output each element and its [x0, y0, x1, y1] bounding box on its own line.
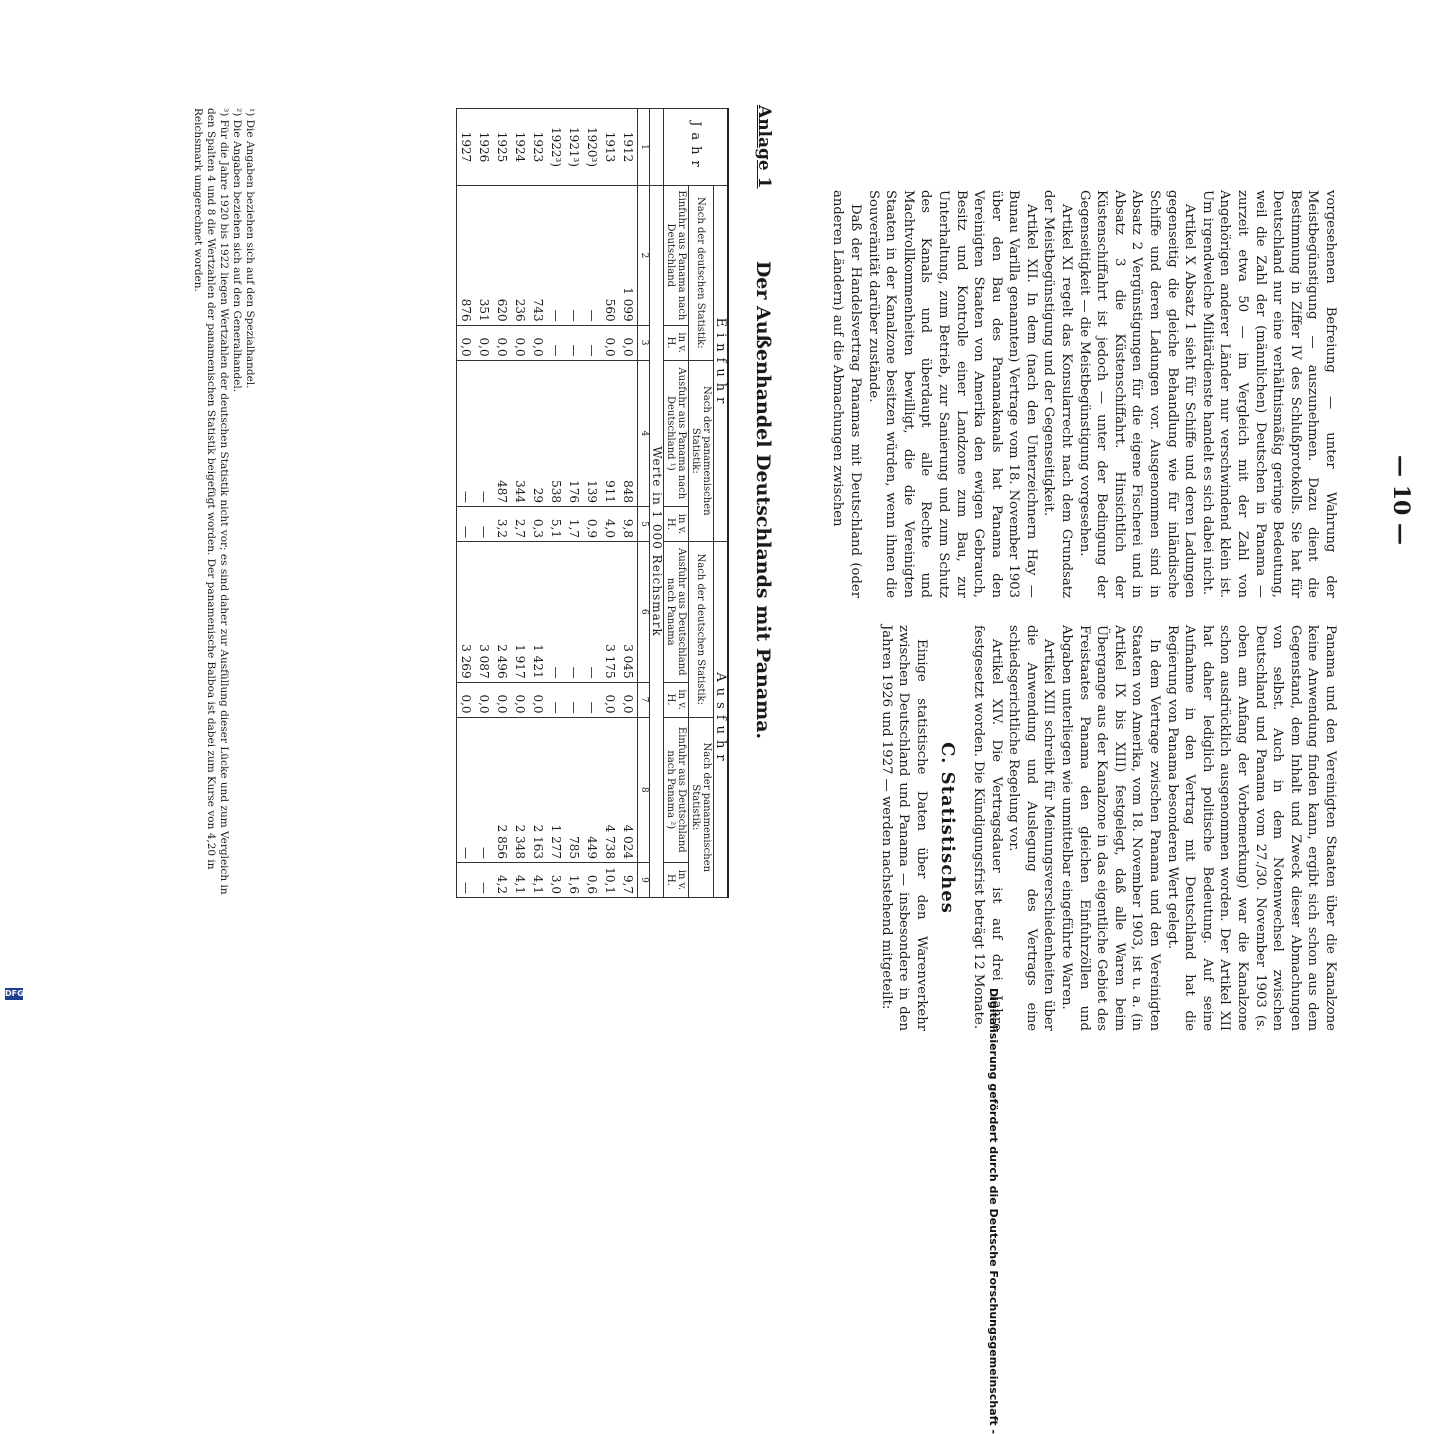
einfuhr-header: Einfuhr — [714, 186, 729, 542]
value-cell: — — [475, 863, 493, 898]
value-cell: 0,0 — [475, 682, 493, 717]
value-cell: — — [475, 506, 493, 541]
value-cell: 1 917 — [511, 541, 529, 682]
value-cell: 560 — [601, 186, 619, 326]
sub-header: Nach der panamenischen Statistik: — [689, 717, 714, 897]
value-cell: 487 — [493, 360, 511, 506]
footnote: ²) Die Angaben beziehen sich auf den Generalhandel. — [231, 108, 243, 393]
value-cell: — — [547, 682, 565, 717]
paragraph: Einige statistische Daten über den Warenverkehr zwischen Deutschland und Panama — insbesondere in den Jahren 1926 und 1927 — werden nachstehend mitgeteilt: — [878, 625, 929, 1031]
table-row — [619, 109, 638, 898]
sub-header: Nach der panamenischen Statistik: — [689, 360, 714, 541]
value-cell: 2 348 — [511, 717, 529, 862]
left-text-column — [829, 190, 1339, 598]
table-row — [493, 109, 511, 898]
value-cell: — — [547, 541, 565, 682]
value-cell: 785 — [565, 717, 583, 862]
table-row — [601, 109, 619, 898]
value-cell: 3 175 — [601, 541, 619, 682]
value-cell: 9,7 — [619, 863, 638, 898]
value-cell: 876 — [457, 186, 476, 326]
value-cell: 4 024 — [619, 717, 638, 862]
value-cell: 0,0 — [457, 325, 476, 360]
column-header: in v. H. — [664, 325, 689, 360]
value-cell: 139 — [583, 360, 601, 506]
year-cell: 1921³) — [565, 109, 583, 186]
right-text-column — [877, 625, 1339, 1031]
column-number: 1 — [638, 109, 650, 186]
value-cell: 2 856 — [493, 717, 511, 862]
table-row — [511, 109, 529, 898]
sub-header: Nach der deutschen Statistik: — [689, 541, 714, 717]
column-header: in v. H. — [664, 506, 689, 541]
column-number-row — [638, 109, 650, 898]
value-cell: 743 — [529, 186, 547, 326]
dfg-funding-note: Digitalisierung gefördert durch die Deutsche Forschungsgemeinschaft - — [987, 988, 1000, 1434]
value-cell: 3,2 — [493, 506, 511, 541]
value-cell: 4,0 — [601, 506, 619, 541]
column-header: in v. H. — [664, 863, 689, 898]
value-cell: 0,0 — [601, 682, 619, 717]
column-header: in v. H. — [664, 682, 689, 717]
value-cell: 1 099 — [619, 186, 638, 326]
value-cell: 9,8 — [619, 506, 638, 541]
column-header: Ausfuhr aus Panama nach Deutschland ¹) — [664, 360, 689, 506]
value-cell: 29 — [529, 360, 547, 506]
value-cell: 0,0 — [493, 325, 511, 360]
value-cell: 538 — [547, 360, 565, 506]
footnote: ¹) Die Angaben beziehen sich auf den Spezialhandel. — [244, 108, 256, 389]
value-cell: — — [565, 186, 583, 326]
value-cell: 236 — [511, 186, 529, 326]
year-cell: 1927 — [457, 109, 476, 186]
value-cell: 0,3 — [529, 506, 547, 541]
value-cell: 3 087 — [475, 541, 493, 682]
table-row — [547, 109, 565, 898]
value-cell: 848 — [619, 360, 638, 506]
units-spacer — [650, 109, 664, 186]
value-cell: 1 277 — [547, 717, 565, 862]
value-cell: 620 — [493, 186, 511, 326]
units-label: Werte in 1 000 Reichsmark — [650, 186, 664, 898]
column-number: 6 — [638, 541, 650, 682]
table-row — [583, 109, 601, 898]
value-cell: 0,0 — [475, 325, 493, 360]
year-cell: 1923 — [529, 109, 547, 186]
annex-label: Anlage 1 — [754, 105, 774, 189]
value-cell: — — [583, 541, 601, 682]
value-cell: 2,7 — [511, 506, 529, 541]
footnotes — [191, 108, 256, 898]
column-number: 2 — [638, 186, 650, 326]
value-cell: 0,0 — [511, 682, 529, 717]
table-title: Der Außenhandel Deutschlands mit Panama. — [752, 260, 774, 740]
column-header: Einfuhr aus Panama nach Deutschland — [664, 186, 689, 326]
value-cell: 1 421 — [529, 541, 547, 682]
table-row — [565, 109, 583, 898]
value-cell: 2 163 — [529, 717, 547, 862]
value-cell: 449 — [583, 717, 601, 862]
value-cell: — — [565, 325, 583, 360]
column-header: Einfuhr aus Deutschland nach Panama ²) — [664, 717, 689, 862]
value-cell: 0,0 — [619, 325, 638, 360]
value-cell: — — [457, 863, 476, 898]
column-header: Ausfuhr aus Deutschland nach Panama — [664, 541, 689, 682]
paragraph: Artikel XII. In dem (nach den Unterzeichnern Hay — Bunau Varilla genannten) Vertrage vom 18. November 1903 über den Bau des Panamakanals hat Panama den Vereinigten Staaten von Amerika den ewigen Gebrauch, Besitz und Kontrolle einer Landzone zum Bau, zur Unterhaltung, zum Betrieb, zur Sanierung und zum Schutz des Kanals und überdaupt alle Rechte und Machtvollkommenheiten bewilligt, die die Vereinigten Staaten in der Kanalzone besitzen würden, wenn ihnen die Souveränität darüber zustände. — [865, 190, 1039, 598]
value-cell: 176 — [565, 360, 583, 506]
year-cell: 1920³) — [583, 109, 601, 186]
paragraph: vorgesehenen Befreiung — unter Wahrung der Meistbegünstigung — auszunehmen. Dazu dient die Bestimmung in Ziffer IV des Schlußprotokolls. Sie hat für Deutschland nur eine verhältnismäßig geringe Bedeutung, weil die Zahl der (männlichen) Deutschen in Panama — zurzeit etwa 50 — im Vergleich mit der Zahl von Angehörigen anderer Länder nur verschwindend klein ist. Um irgendwelche Militärdienste handelt es sich dabei nicht. — [1199, 190, 1338, 598]
year-cell: 1924 — [511, 109, 529, 186]
paragraph: Daß der Handelsvertrag Panamas mit Deutschland (oder anderen Ländern) auf die Abmachungen zwischen — [830, 190, 863, 598]
value-cell: 344 — [511, 360, 529, 506]
value-cell: 3 269 — [457, 541, 476, 682]
page-number: — 10 — — [1388, 455, 1414, 545]
value-cell: 2 496 — [493, 541, 511, 682]
paragraph: Artikel X Absatz 1 sieht für Schiffe und deren Ladungen gegenseitig die gleiche Behandlung wie für inländische Schiffe und deren Ladungen vor. Ausgenommen sind in Absatz 2 Vergünstigungen für die eigene Fischerei und in Absatz 3 die Küstenschiffahrt. Hinsichtlich der Küstenschiffahrt ist jedoch — unter der Bedingung der Gegenseitigkeit — die Meistbegünstigung vorgesehen. — [1076, 190, 1198, 598]
dfg-logo-icon: DFG — [5, 989, 24, 998]
value-cell: — — [457, 360, 476, 506]
value-cell: 3,0 — [547, 863, 565, 898]
year-cell: 1912 — [619, 109, 638, 186]
value-cell: — — [547, 186, 565, 326]
section-heading: C. Statistisches — [936, 742, 958, 914]
value-cell: 4,1 — [511, 863, 529, 898]
column-number: 5 — [638, 506, 650, 541]
column-number: 9 — [638, 863, 650, 898]
value-cell: — — [475, 717, 493, 862]
value-cell: 351 — [475, 186, 493, 326]
trade-table — [456, 108, 729, 898]
value-cell: 0,0 — [529, 325, 547, 360]
value-cell: 0,0 — [601, 325, 619, 360]
value-cell: — — [583, 186, 601, 326]
paragraph: Artikel XI regelt das Konsularrecht nach dem Grundsatz der Meistbegünstigung und der Gegenseitigkeit. — [1041, 190, 1075, 598]
value-cell: 4,2 — [493, 863, 511, 898]
value-cell: — — [565, 682, 583, 717]
value-cell: 0,0 — [493, 682, 511, 717]
value-cell: 4 738 — [601, 717, 619, 862]
value-cell: 4,1 — [529, 863, 547, 898]
value-cell: — — [475, 360, 493, 506]
value-cell: — — [547, 325, 565, 360]
paragraph: Panama und den Vereinigten Staaten über die Kanalzone keine Anwendung finden kann, ergibt sich schon aus dem Gegenstand, dem Inhalt und Zweck dieser Abmachungen von selbst. Auch in dem Notenwechsel zwischen Deutschland und Panama vom 27./30. November 1903 (s. oben am Anfang der Vorbemerkung) war die Kanalzone schon ausdrücklich ausgenommen worden. Der Artikel XII hat daher lediglich politische Bedeutung. Auf seine Aufnahme in den Vertrag mit Deutschland hat die Regierung von Panama besonderen Wert gelegt. — [1164, 625, 1338, 1031]
value-cell: 0,9 — [583, 506, 601, 541]
paragraph: Artikel XIV. Die Vertragsdauer ist auf drei Jahre festgesetzt worden. Die Kündigungsfrist beträgt 12 Monate. — [971, 625, 1004, 1031]
trade-table-wrapper — [456, 108, 729, 898]
year-cell: 1926 — [475, 109, 493, 186]
value-cell: 10,1 — [601, 863, 619, 898]
value-cell: — — [583, 325, 601, 360]
value-cell: 1,6 — [565, 863, 583, 898]
column-number: 8 — [638, 717, 650, 862]
year-header: Jahr — [664, 109, 729, 186]
table-row — [529, 109, 547, 898]
table-body — [457, 109, 638, 898]
value-cell: — — [457, 717, 476, 862]
year-cell: 1922³) — [547, 109, 565, 186]
year-cell: 1913 — [601, 109, 619, 186]
value-cell: 0,0 — [457, 682, 476, 717]
value-cell: 911 — [601, 360, 619, 506]
value-cell: 3 045 — [619, 541, 638, 682]
value-cell: 0,6 — [583, 863, 601, 898]
value-cell: — — [583, 682, 601, 717]
column-number: 4 — [638, 360, 650, 506]
paragraph: In dem Vertrage zwischen Panama und den Vereinigten Staaten von Amerika, vom 18. November 1903, ist u. a. (in Artikel IX bis XIII) festgelegt, daß alle Waren beim Übergange aus der Kanalzone in das eigentliche Gebiet des Freistaates Panama den gleichen Einfuhrzöllen und Abgaben unterliegen wie unmittelbar eingeführte Waren. — [1059, 625, 1163, 1031]
year-cell: 1925 — [493, 109, 511, 186]
table-row — [457, 109, 476, 898]
sub-header: Nach der deutschen Statistik: — [689, 186, 714, 361]
ausfuhr-header: Ausfuhr — [714, 541, 729, 897]
column-number: 3 — [638, 325, 650, 360]
value-cell: — — [457, 506, 476, 541]
paragraph: Artikel XIII schreibt für Meinungsverschiedenheiten über die Anwendung und Auslegung des Vertrags eine schiedsgerichtliche Regelung vor. — [1006, 625, 1057, 1031]
value-cell: 0,0 — [529, 682, 547, 717]
value-cell: 5,1 — [547, 506, 565, 541]
column-number: 7 — [638, 682, 650, 717]
value-cell: 1,7 — [565, 506, 583, 541]
footnote: ³) Für die Jahre 1920 bis 1922 liegen Wertzahlen der deutschen Statistik nicht vor; es sind daher zur Ausfüllung dieser Lücke und zum Vergleich in den Spalten 4 und 8 die Wertzahlen der panamenischen Statistik beigefügt worden. Der panamenische Balboa ist dabei zum Kurse von 4,20 in Reichsmark umgerechnet worden. — [192, 108, 230, 895]
table-row — [475, 109, 493, 898]
value-cell: 0,0 — [511, 325, 529, 360]
value-cell: 0,0 — [619, 682, 638, 717]
value-cell: — — [565, 541, 583, 682]
